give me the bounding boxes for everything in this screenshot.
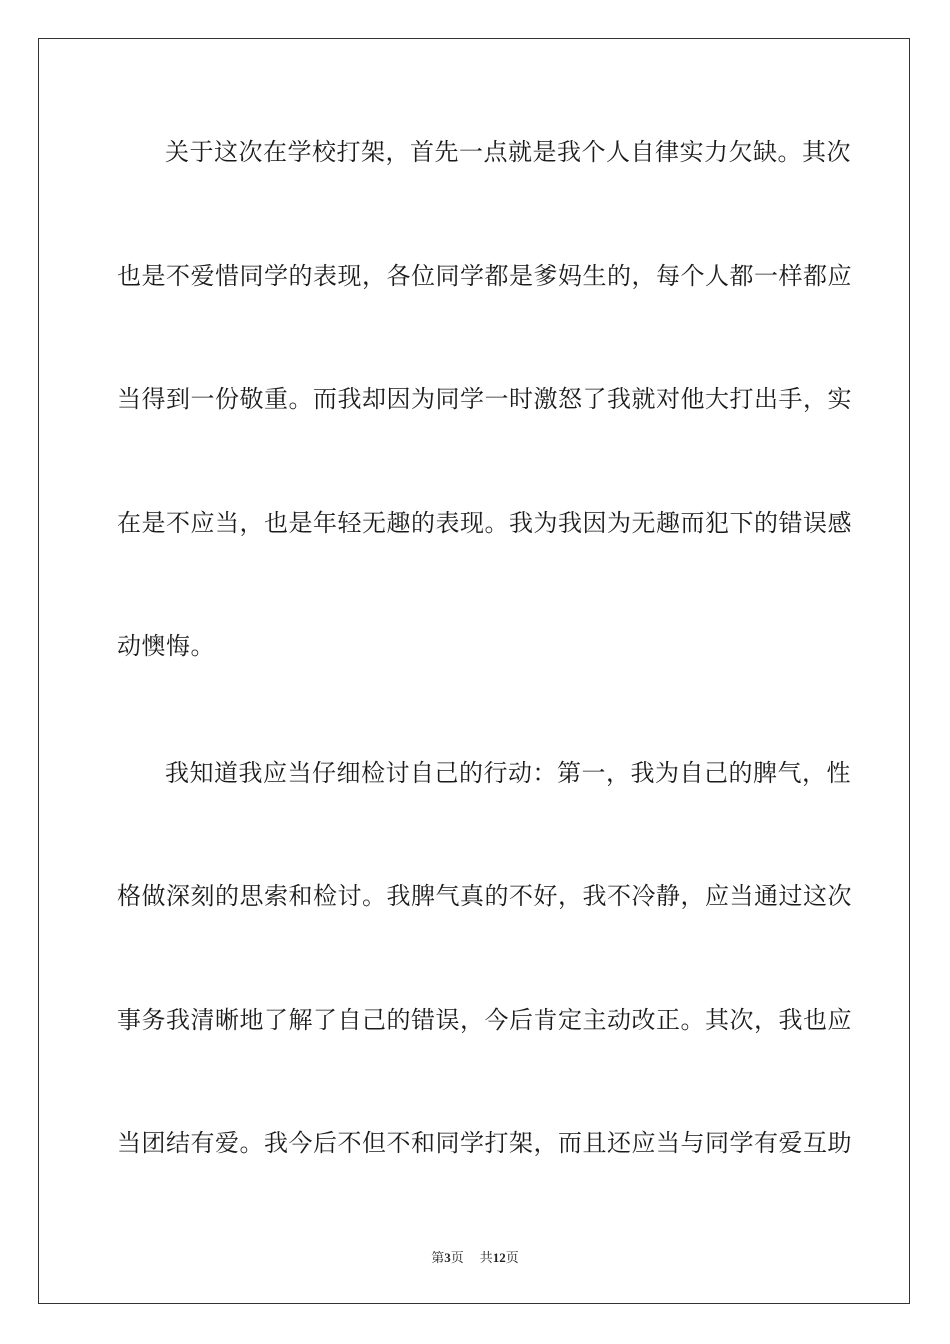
paragraph-1-line-1: 关于这次在学校打架，首先一点就是我个人自律实力欠缺。其次 xyxy=(165,138,851,166)
paragraph-1-line-3: 当得到一份敬重。而我却因为同学一时激怒了我就对他大打出手，实 xyxy=(117,385,852,413)
paragraph-2-line-1: 我知道我应当仔细检讨自己的行动：第一，我为自己的脾气，性 xyxy=(165,759,851,787)
total-pages: 12 xyxy=(492,1250,506,1265)
page-border xyxy=(38,38,910,1304)
page-prefix: 第 xyxy=(431,1250,445,1265)
paragraph-2-line-3: 事务我清晰地了解了自己的错误，今后肯定主动改正。其次，我也应 xyxy=(117,1006,852,1034)
paragraph-2-line-2: 格做深刻的思索和检讨。我脾气真的不好，我不冷静，应当通过这次 xyxy=(117,882,852,910)
total-prefix: 共 xyxy=(479,1250,493,1265)
page-number: 3 xyxy=(444,1250,451,1265)
paragraph-1-line-5: 动懊悔。 xyxy=(117,632,215,660)
paragraph-1-line-2: 也是不爱惜同学的表现，各位同学都是爹妈生的，每个人都一样都应 xyxy=(117,262,852,290)
paragraph-2-line-4: 当团结有爱。我今后不但不和同学打架，而且还应当与同学有爱互助 xyxy=(117,1129,852,1157)
page-suffix: 页 xyxy=(450,1250,464,1265)
page-footer xyxy=(0,1247,950,1266)
total-suffix: 页 xyxy=(505,1250,519,1265)
paragraph-1-line-4: 在是不应当，也是年轻无趣的表现。我为我因为无趣而犯下的错误感 xyxy=(117,509,852,537)
